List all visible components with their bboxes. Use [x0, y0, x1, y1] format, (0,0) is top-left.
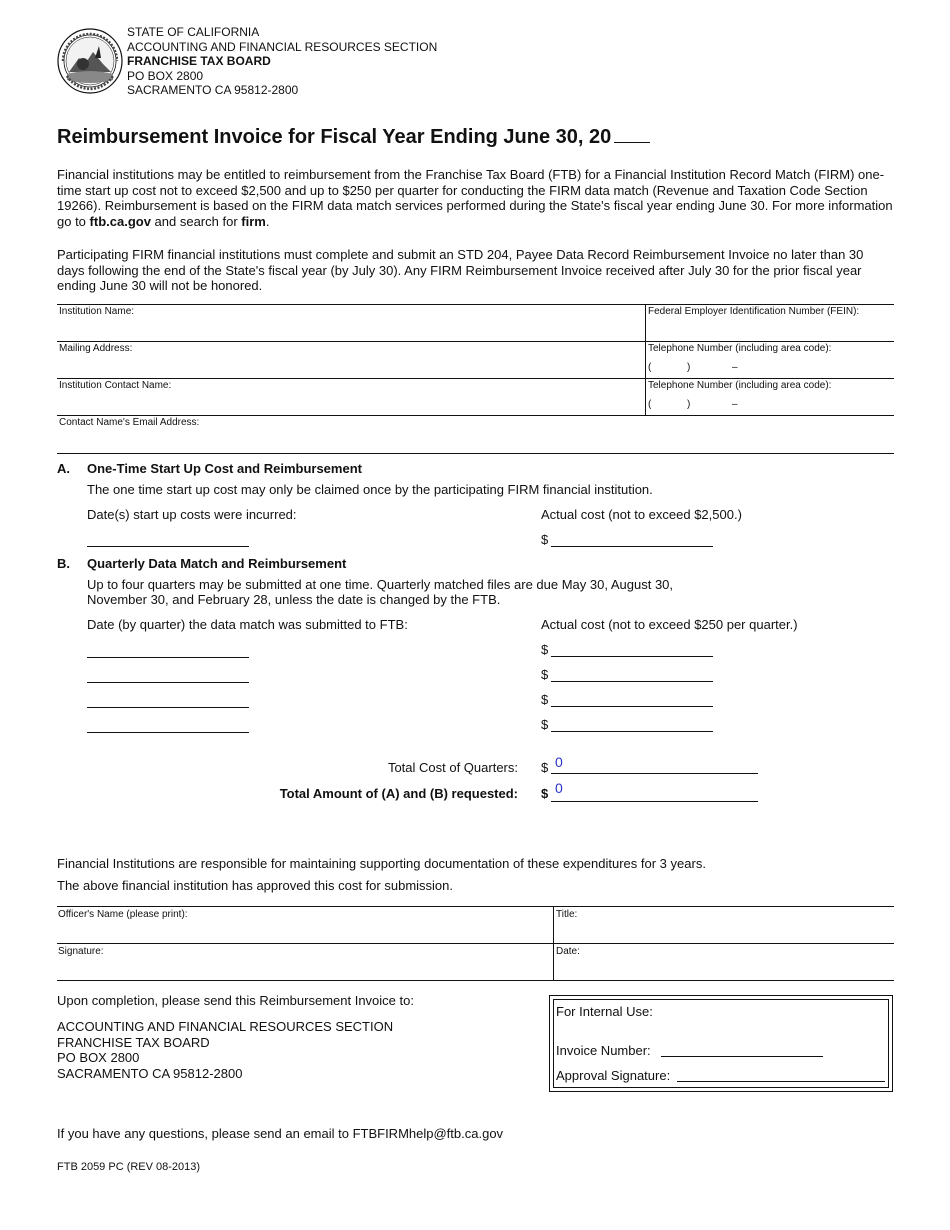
responsibility-line-1: Financial Institutions are responsible for maintaining supporting documentation of these expenditures for 3 years. [57, 856, 706, 871]
approval-signature-input[interactable] [677, 1081, 885, 1082]
quarter-date-input-2[interactable] [87, 682, 249, 683]
startup-date-input[interactable] [87, 546, 249, 547]
intro-p1-end: . [265, 213, 270, 229]
total-quarters-dollar: $ [541, 760, 549, 775]
grid-divider [645, 304, 646, 415]
quarter-dollar-sign-2: $ [541, 667, 549, 682]
institution-name-field[interactable]: Institution Name: [59, 306, 135, 317]
invoice-number-label: Invoice Number: [556, 1043, 651, 1058]
telephone-field-2[interactable]: Telephone Number (including area code): [648, 380, 832, 391]
section-a-letter: A. [57, 461, 70, 476]
startup-dollar-sign: $ [541, 532, 549, 547]
form-id: FTB 2059 PC (REV 08-2013) [57, 1161, 201, 1173]
signoff-line-top [57, 906, 894, 907]
section-a-date-label: Date(s) start up costs were incurred: [87, 507, 297, 522]
send-to-line-4: SACRAMENTO CA 95812-2800 [57, 1066, 243, 1081]
agency-board: FRANCHISE TAX BOARD [127, 54, 271, 69]
quarter-date-input-1[interactable] [87, 657, 249, 658]
section-b-date-label: Date (by quarter) the data match was submitted to FTB: [87, 617, 408, 632]
intro-p1-text: Financial institutions may be entitled to reimbursement from the Franchise Tax Board (FTB) for a Financial Institution Record Match (FIRM) one-time start up cost not to exceed $2,500 and up to $250 per quarter for conducting the FIRM data match (Revenue and Taxation Code Section 19266). Reimbursement is based on the FIRM data match services performed during the State's fiscal year ending June 30. For more information go to [57, 167, 893, 229]
phone-dash-1: – [732, 362, 738, 373]
total-amount-dollar: $ [541, 786, 549, 801]
send-to-line-3: PO BOX 2800 [57, 1050, 140, 1065]
state-seal-icon [57, 28, 123, 94]
startup-cost-input[interactable] [551, 546, 713, 547]
section-a-desc: The one time start up cost may only be claimed once by the participating FIRM financial institution. [87, 482, 653, 497]
quarter-date-input-4[interactable] [87, 732, 249, 733]
total-amount-value[interactable]: 0 [555, 780, 563, 796]
telephone-field-1[interactable]: Telephone Number (including area code): [648, 343, 832, 354]
signoff-line-mid [57, 943, 894, 944]
quarter-cost-input-2[interactable] [551, 681, 713, 682]
total-quarters-label: Total Cost of Quarters: [387, 760, 518, 775]
total-amount-input[interactable] [551, 801, 758, 802]
quarter-dollar-sign-4: $ [541, 717, 549, 732]
date-field[interactable]: Date: [556, 946, 580, 957]
section-b-desc-1: Up to four quarters may be submitted at one time. Quarterly matched files are due May 30, August 30, [87, 577, 674, 592]
search-term: firm [241, 213, 266, 229]
quarter-dollar-sign-3: $ [541, 692, 549, 707]
grid-line-2 [57, 341, 894, 342]
send-to-intro: Upon completion, please send this Reimbursement Invoice to: [57, 993, 414, 1008]
intro-paragraph-1 [57, 167, 893, 229]
phone-open-1: ( [648, 362, 652, 373]
quarter-cost-input-1[interactable] [551, 656, 713, 657]
section-a-heading: One-Time Start Up Cost and Reimbursement [87, 461, 362, 476]
section-b-desc-2: November 30, and February 28, unless the date is changed by the FTB. [87, 592, 501, 607]
signature-field[interactable]: Signature: [58, 946, 104, 957]
grid-line-bottom [57, 453, 894, 454]
approval-signature-label: Approval Signature: [556, 1068, 671, 1083]
questions-line: If you have any questions, please send an email to FTBFIRMhelp@ftb.ca.gov [57, 1126, 504, 1141]
quarter-cost-input-4[interactable] [551, 731, 713, 732]
quarter-dollar-sign-1: $ [541, 642, 549, 657]
title-text: Reimbursement Invoice for Fiscal Year Ending June 30, 20 [57, 126, 612, 148]
agency-address [127, 25, 437, 98]
fein-field[interactable]: Federal Employer Identification Number (FEIN): [648, 306, 860, 317]
page-title [57, 126, 650, 149]
total-quarters-input[interactable] [551, 773, 758, 774]
ftb-link[interactable]: ftb.ca.gov [89, 213, 151, 229]
mailing-address-field[interactable]: Mailing Address: [59, 343, 133, 354]
total-amount-label: Total Amount of (A) and (B) requested: [279, 786, 518, 801]
section-a-cost-label: Actual cost (not to exceed $2,500.) [541, 507, 742, 522]
quarter-date-input-3[interactable] [87, 707, 249, 708]
officer-name-field[interactable]: Officer's Name (please print): [58, 909, 188, 920]
signoff-line-bottom [57, 980, 894, 981]
agency-po-box: PO BOX 2800 [127, 68, 204, 83]
signoff-divider [553, 906, 554, 980]
send-to-line-1: ACCOUNTING AND FINANCIAL RESOURCES SECTION [57, 1019, 394, 1034]
agency-section: ACCOUNTING AND FINANCIAL RESOURCES SECTION [127, 39, 438, 54]
section-b-heading: Quarterly Data Match and Reimbursement [87, 556, 347, 571]
total-quarters-value[interactable]: 0 [555, 754, 563, 770]
phone-open-2: ( [648, 399, 652, 410]
grid-line-3 [57, 378, 894, 379]
title-field[interactable]: Title: [556, 909, 578, 920]
intro-p1-text-2: and search for [150, 213, 242, 229]
responsibility-line-2: The above financial institution has approved this cost for submission. [57, 878, 453, 893]
phone-close-2: ) [687, 399, 691, 410]
section-b-cost-label: Actual cost (not to exceed $250 per quarter.) [541, 617, 798, 632]
grid-line-top [57, 304, 894, 305]
section-b-letter: B. [57, 556, 70, 571]
fiscal-year-input[interactable] [614, 126, 650, 143]
phone-dash-2: – [732, 399, 738, 410]
internal-use-heading: For Internal Use: [556, 1004, 653, 1019]
send-to-line-2: FRANCHISE TAX BOARD [57, 1035, 210, 1050]
agency-state: STATE OF CALIFORNIA [127, 25, 260, 39]
intro-paragraph-2: Participating FIRM financial institutions must complete and submit an STD 204, Payee Data Record Reimbursement Invoice no later than 30 days following the end of the State's fiscal year (by July 30). Any FIRM Reimbursement Invoice received after July 30 for the prior fiscal year ending June 30 will not be honored. [57, 247, 864, 293]
phone-close-1: ) [687, 362, 691, 373]
email-field[interactable]: Contact Name's Email Address: [59, 417, 200, 428]
invoice-number-input[interactable] [661, 1056, 823, 1057]
contact-name-field[interactable]: Institution Contact Name: [59, 380, 172, 391]
agency-city: SACRAMENTO CA 95812-2800 [127, 83, 299, 98]
quarter-cost-input-3[interactable] [551, 706, 713, 707]
grid-line-4 [57, 415, 894, 416]
